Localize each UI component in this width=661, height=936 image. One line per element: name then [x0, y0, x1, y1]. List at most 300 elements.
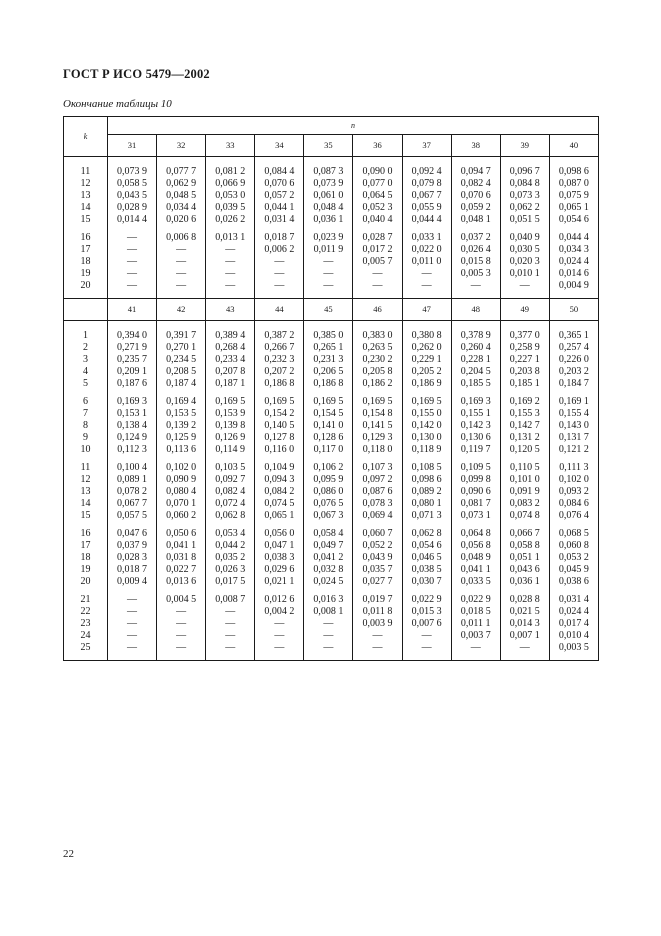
- table-value: 0,013 6: [166, 576, 197, 587]
- table-value: 0,031 4: [264, 214, 295, 225]
- table-value: 0,053 2: [558, 552, 589, 563]
- table-value: 0,046 5: [411, 552, 442, 563]
- table-value: 0,081 7: [460, 498, 491, 509]
- table-value: 0,087 0: [558, 178, 589, 189]
- column-header-n-49: 49: [500, 299, 549, 321]
- table-value: 0,054 6: [411, 540, 442, 551]
- table-value: 0,084 2: [264, 486, 295, 497]
- table-value: 0,391 7: [166, 330, 197, 341]
- table-value: 0,365 1: [558, 330, 589, 341]
- table-value: 0,131 2: [509, 432, 540, 443]
- table-value: —: [323, 268, 334, 279]
- table-value: 0,035 2: [215, 552, 246, 563]
- k-value: 17: [80, 540, 91, 551]
- table-value: 0,169 5: [264, 396, 295, 407]
- table-value: 0,044 4: [558, 232, 589, 243]
- table-value: 0,169 5: [313, 396, 344, 407]
- table-value: 0,004 9: [558, 280, 589, 291]
- table-value: 0,208 5: [166, 366, 197, 377]
- table-value: 0,078 3: [362, 498, 393, 509]
- values-cell-n-42: [157, 321, 206, 661]
- table-value: 0,045 9: [558, 564, 589, 575]
- values-cell-n-46: [353, 321, 402, 661]
- table-value: —: [176, 268, 187, 279]
- table-value: 0,169 5: [362, 396, 393, 407]
- table-value: 0,048 9: [460, 552, 491, 563]
- table-value: —: [519, 280, 530, 291]
- table-value: 0,028 8: [509, 594, 540, 605]
- table-value: 0,081 2: [215, 166, 246, 177]
- column-header-n-38: 38: [451, 135, 500, 157]
- table-value: 0,112 3: [117, 444, 147, 455]
- table-value: 0,076 5: [313, 498, 344, 509]
- k-values-cell: [64, 157, 108, 299]
- column-header-n-45: 45: [304, 299, 353, 321]
- table-value: 0,065 1: [558, 202, 589, 213]
- k-value: 13: [80, 486, 91, 497]
- table-value: —: [323, 256, 334, 267]
- table-value: 0,128 6: [313, 432, 344, 443]
- column-header-n-37: 37: [402, 135, 451, 157]
- table-value: 0,100 4: [117, 462, 148, 473]
- table-value: —: [274, 642, 285, 653]
- table-value: 0,268 4: [215, 342, 246, 353]
- table-value: 0,140 5: [264, 420, 295, 431]
- table-value: 0,103 5: [215, 462, 246, 473]
- table-value: 0,186 8: [313, 378, 344, 389]
- table-value: 0,097 2: [362, 474, 393, 485]
- table-value: 0,142 7: [509, 420, 540, 431]
- table-value: —: [176, 618, 187, 629]
- table-value: 0,030 5: [509, 244, 540, 255]
- table-value: —: [225, 268, 236, 279]
- k-value: 17: [80, 244, 91, 255]
- table-value: 0,155 1: [460, 408, 491, 419]
- table-value: 0,089 2: [411, 486, 442, 497]
- table-value: 0,065 1: [264, 510, 295, 521]
- table-value: 0,040 4: [362, 214, 393, 225]
- table-value: 0,108 5: [411, 462, 442, 473]
- table-value: 0,074 5: [264, 498, 295, 509]
- table-value: 0,037 9: [117, 540, 148, 551]
- k-value: 21: [80, 594, 91, 605]
- table-value: 0,062 2: [509, 202, 540, 213]
- k-header-cell: [64, 117, 108, 157]
- table-value: 0,121 2: [558, 444, 589, 455]
- table-value: 0,206 5: [313, 366, 344, 377]
- table-value: 0,227 1: [509, 354, 540, 365]
- table-value: 0,039 5: [215, 202, 246, 213]
- table-value: 0,076 4: [558, 510, 589, 521]
- values-cell-n-45: [304, 321, 353, 661]
- column-header-n-40: 40: [549, 135, 598, 157]
- table-value: 0,043 5: [117, 190, 148, 201]
- table-value: 0,031 4: [558, 594, 589, 605]
- table-value: 0,186 2: [362, 378, 393, 389]
- table-value: 0,060 7: [362, 528, 393, 539]
- table-value: 0,234 5: [166, 354, 197, 365]
- column-header-n-34: 34: [255, 135, 304, 157]
- table-value: 0,004 2: [264, 606, 295, 617]
- data-table: [63, 116, 599, 661]
- table-value: 0,184 7: [558, 378, 589, 389]
- table-value: 0,037 2: [460, 232, 491, 243]
- column-header-n-32: 32: [157, 135, 206, 157]
- k-value: 1: [83, 330, 88, 341]
- table-value: 0,233 4: [215, 354, 246, 365]
- table-value: 0,017 2: [362, 244, 393, 255]
- k-value: 7: [83, 408, 88, 419]
- table-value: 0,125 9: [166, 432, 197, 443]
- table-value: 0,011 9: [313, 244, 344, 255]
- table-value: 0,387 2: [264, 330, 295, 341]
- table-value: 0,053 0: [215, 190, 246, 201]
- table-value: 0,258 9: [509, 342, 540, 353]
- table-value: 0,089 1: [117, 474, 148, 485]
- table-value: 0,060 8: [558, 540, 589, 551]
- table-value: 0,119 7: [460, 444, 491, 455]
- table-value: 0,048 4: [313, 202, 344, 213]
- table-value: 0,044 2: [215, 540, 246, 551]
- table-value: 0,141 0: [313, 420, 344, 431]
- table-value: 0,235 7: [117, 354, 148, 365]
- table-value: —: [372, 268, 383, 279]
- column-header-n-31: 31: [108, 135, 157, 157]
- table-value: 0,068 5: [558, 528, 589, 539]
- table-value: 0,036 1: [313, 214, 344, 225]
- table-value: 0,228 1: [460, 354, 491, 365]
- table-value: —: [274, 618, 285, 629]
- table-value: 0,091 9: [509, 486, 540, 497]
- table-value: 0,028 7: [362, 232, 393, 243]
- table-value: 0,020 3: [509, 256, 540, 267]
- table-value: 0,040 9: [509, 232, 540, 243]
- table-value: 0,187 6: [117, 378, 148, 389]
- table-value: 0,041 1: [166, 540, 197, 551]
- table-value: 0,061 0: [313, 190, 344, 201]
- table-value: 0,024 4: [558, 606, 589, 617]
- table-value: 0,010 1: [509, 268, 540, 279]
- table-value: 0,062 8: [215, 510, 246, 521]
- table-value: —: [127, 280, 138, 291]
- table-value: 0,011 0: [411, 256, 442, 267]
- values-cell-n-34: [255, 157, 304, 299]
- table-value: 0,024 5: [313, 576, 344, 587]
- column-header-n-43: 43: [206, 299, 255, 321]
- table-value: 0,017 4: [558, 618, 589, 629]
- table-value: 0,086 0: [313, 486, 344, 497]
- k-value: 19: [80, 564, 91, 575]
- table-value: 0,378 9: [460, 330, 491, 341]
- table-value: —: [176, 642, 187, 653]
- table-value: 0,169 3: [117, 396, 148, 407]
- k-value: 25: [80, 642, 91, 653]
- table-value: 0,118 0: [362, 444, 393, 455]
- table-value: 0,050 6: [166, 528, 197, 539]
- table-value: 0,142 3: [460, 420, 491, 431]
- table-value: 0,169 5: [411, 396, 442, 407]
- k-value: 10: [80, 444, 91, 455]
- table-value: 0,075 9: [558, 190, 589, 201]
- table-value: 0,207 2: [264, 366, 295, 377]
- table-value: 0,092 7: [215, 474, 246, 485]
- column-header-n-35: 35: [304, 135, 353, 157]
- table-value: 0,093 2: [558, 486, 589, 497]
- table-value: 0,203 8: [509, 366, 540, 377]
- table-value: 0,099 8: [460, 474, 491, 485]
- k-value: 13: [80, 190, 91, 201]
- table-value: 0,067 3: [313, 510, 344, 521]
- table-body-row: [64, 321, 599, 661]
- column-header-n-39: 39: [500, 135, 549, 157]
- column-header-n-44: 44: [255, 299, 304, 321]
- k-value: 15: [80, 510, 91, 521]
- table-value: —: [421, 268, 432, 279]
- table-value: —: [127, 618, 138, 629]
- table-value: 0,113 6: [166, 444, 196, 455]
- table-value: 0,007 6: [411, 618, 442, 629]
- table-value: 0,073 9: [117, 166, 148, 177]
- table-value: 0,012 6: [264, 594, 295, 605]
- table-value: 0,035 7: [362, 564, 393, 575]
- table-value: —: [421, 630, 432, 641]
- table-value: 0,111 3: [559, 462, 589, 473]
- table-value: —: [127, 630, 138, 641]
- column-header-n-50: 50: [549, 299, 598, 321]
- table-value: 0,069 4: [362, 510, 393, 521]
- table-value: 0,003 9: [362, 618, 393, 629]
- table-value: 0,018 7: [264, 232, 295, 243]
- table-value: 0,053 4: [215, 528, 246, 539]
- table-value: 0,077 0: [362, 178, 393, 189]
- table-value: —: [323, 618, 334, 629]
- n-label: n: [351, 121, 355, 130]
- table-value: 0,051 5: [509, 214, 540, 225]
- table-value: 0,066 9: [215, 178, 246, 189]
- table-value: 0,096 7: [509, 166, 540, 177]
- table-value: 0,038 3: [264, 552, 295, 563]
- table-value: 0,226 0: [558, 354, 589, 365]
- k-value: 12: [80, 178, 91, 189]
- table-value: 0,052 3: [362, 202, 393, 213]
- table-value: 0,052 2: [362, 540, 393, 551]
- table-value: 0,064 8: [460, 528, 491, 539]
- table-value: 0,015 3: [411, 606, 442, 617]
- table-value: —: [127, 606, 138, 617]
- table-value: —: [225, 244, 236, 255]
- table-value: 0,022 0: [411, 244, 442, 255]
- table-value: 0,124 9: [117, 432, 148, 443]
- values-cell-n-43: [206, 321, 255, 661]
- table-value: 0,389 4: [215, 330, 246, 341]
- table-value: 0,230 2: [362, 354, 393, 365]
- page-number: 22: [63, 848, 74, 860]
- values-cell-n-44: [255, 321, 304, 661]
- column-header-n-48: 48: [451, 299, 500, 321]
- table-value: 0,120 5: [509, 444, 540, 455]
- table-value: 0,057 5: [117, 510, 148, 521]
- k-value: 23: [80, 618, 91, 629]
- table-value: 0,022 7: [166, 564, 197, 575]
- table-value: 0,232 3: [264, 354, 295, 365]
- table-value: 0,004 5: [166, 594, 197, 605]
- table-value: 0,169 4: [166, 396, 197, 407]
- table-value: 0,203 2: [558, 366, 589, 377]
- table-value: 0,094 3: [264, 474, 295, 485]
- k-value: 19: [80, 268, 91, 279]
- table-value: 0,380 8: [411, 330, 442, 341]
- table-value: 0,169 2: [509, 396, 540, 407]
- k-value: 5: [83, 378, 88, 389]
- table-value: 0,169 3: [460, 396, 491, 407]
- table-value: 0,059 2: [460, 202, 491, 213]
- table-value: 0,271 9: [117, 342, 148, 353]
- table-value: 0,262 0: [411, 342, 442, 353]
- table-value: 0,169 5: [215, 396, 246, 407]
- table-value: 0,106 2: [313, 462, 344, 473]
- table-value: 0,126 9: [215, 432, 246, 443]
- k-value: 15: [80, 214, 91, 225]
- k-value: 22: [80, 606, 91, 617]
- table-value: —: [323, 280, 334, 291]
- table-value: 0,205 2: [411, 366, 442, 377]
- table-value: 0,024 4: [558, 256, 589, 267]
- column-header-n-42: 42: [157, 299, 206, 321]
- values-cell-n-37: [402, 157, 451, 299]
- table-value: 0,270 1: [166, 342, 197, 353]
- values-cell-n-36: [353, 157, 402, 299]
- table-value: 0,153 5: [166, 408, 197, 419]
- table-value: —: [372, 630, 383, 641]
- table-value: 0,077 7: [166, 166, 197, 177]
- table-value: 0,026 2: [215, 214, 246, 225]
- table-value: 0,043 9: [362, 552, 393, 563]
- table-value: 0,204 5: [460, 366, 491, 377]
- table-value: 0,078 2: [117, 486, 148, 497]
- table-value: 0,028 9: [117, 202, 148, 213]
- table-value: —: [225, 618, 236, 629]
- table-value: 0,008 7: [215, 594, 246, 605]
- k-value: 18: [80, 552, 91, 563]
- k-label: k: [83, 131, 88, 141]
- table-value: —: [372, 280, 383, 291]
- k-value: 16: [80, 232, 91, 243]
- k-value: 8: [83, 420, 88, 431]
- values-cell-n-48: [451, 321, 500, 661]
- table-value: 0,185 1: [509, 378, 540, 389]
- k-value: 14: [80, 202, 91, 213]
- table-value: 0,026 4: [460, 244, 491, 255]
- table-value: —: [225, 606, 236, 617]
- table-value: 0,394 0: [117, 330, 148, 341]
- table-value: 0,073 9: [313, 178, 344, 189]
- table-value: 0,023 9: [313, 232, 344, 243]
- table-value: 0,021 5: [509, 606, 540, 617]
- table-value: 0,101 0: [509, 474, 540, 485]
- table-value: 0,266 7: [264, 342, 295, 353]
- table-value: 0,385 0: [313, 330, 344, 341]
- header-row: [64, 117, 599, 135]
- table-value: 0,067 7: [117, 498, 148, 509]
- table-value: 0,084 4: [264, 166, 295, 177]
- table-value: 0,116 0: [264, 444, 295, 455]
- table-value: 0,207 8: [215, 366, 246, 377]
- table-value: —: [323, 642, 334, 653]
- table-value: 0,062 9: [166, 178, 197, 189]
- k-value: 3: [83, 354, 88, 365]
- table-value: 0,153 1: [117, 408, 148, 419]
- table-value: 0,377 0: [509, 330, 540, 341]
- values-cell-n-33: [206, 157, 255, 299]
- table-caption: Окончание таблицы 10: [63, 98, 172, 110]
- k-value: 16: [80, 528, 91, 539]
- k-value: 11: [80, 166, 91, 177]
- column-header-row: [64, 299, 599, 321]
- table-value: 0,139 8: [215, 420, 246, 431]
- table-value: 0,080 4: [166, 486, 197, 497]
- table-value: 0,084 8: [509, 178, 540, 189]
- table-value: 0,070 1: [166, 498, 197, 509]
- table-value: 0,049 7: [313, 540, 344, 551]
- n-header-cell: [108, 117, 599, 135]
- k-value: 6: [83, 396, 88, 407]
- table-value: 0,018 7: [117, 564, 148, 575]
- table-value: 0,102 0: [166, 462, 197, 473]
- document-title: ГОСТ Р ИСО 5479—2002: [63, 67, 210, 81]
- table-value: 0,117 0: [313, 444, 344, 455]
- table-value: 0,169 1: [558, 396, 589, 407]
- table-value: 0,058 4: [313, 528, 344, 539]
- table-value: 0,073 1: [460, 510, 491, 521]
- table-value: 0,131 7: [558, 432, 589, 443]
- column-header-n-41: 41: [108, 299, 157, 321]
- table-value: 0,007 1: [509, 630, 540, 641]
- table-value: 0,018 5: [460, 606, 491, 617]
- table-value: 0,141 5: [362, 420, 393, 431]
- table-value: 0,060 2: [166, 510, 197, 521]
- table-value: 0,260 4: [460, 342, 491, 353]
- k-value: 18: [80, 256, 91, 267]
- table-value: 0,187 1: [215, 378, 246, 389]
- table-value: —: [470, 642, 481, 653]
- k-value: 24: [80, 630, 91, 641]
- table-value: —: [225, 280, 236, 291]
- table-value: 0,048 1: [460, 214, 491, 225]
- table-value: —: [225, 256, 236, 267]
- column-header-n-36: 36: [353, 135, 402, 157]
- table-value: 0,143 0: [558, 420, 589, 431]
- table-value: 0,114 9: [215, 444, 246, 455]
- table-value: 0,047 1: [264, 540, 295, 551]
- table-value: 0,017 5: [215, 576, 246, 587]
- table-value: 0,092 4: [411, 166, 442, 177]
- values-cell-n-41: [108, 321, 157, 661]
- table-value: 0,066 7: [509, 528, 540, 539]
- table-value: —: [127, 594, 138, 605]
- table-value: 0,139 2: [166, 420, 197, 431]
- table-value: 0,154 8: [362, 408, 393, 419]
- table-value: —: [421, 280, 432, 291]
- table-value: 0,090 9: [166, 474, 197, 485]
- table-value: 0,020 6: [166, 214, 197, 225]
- table-value: 0,109 5: [460, 462, 491, 473]
- values-cell-n-50: [549, 321, 598, 661]
- table-value: 0,130 6: [460, 432, 491, 443]
- table-value: 0,033 1: [411, 232, 442, 243]
- table-value: 0,005 3: [460, 268, 491, 279]
- table-value: 0,070 6: [460, 190, 491, 201]
- k-value: 14: [80, 498, 91, 509]
